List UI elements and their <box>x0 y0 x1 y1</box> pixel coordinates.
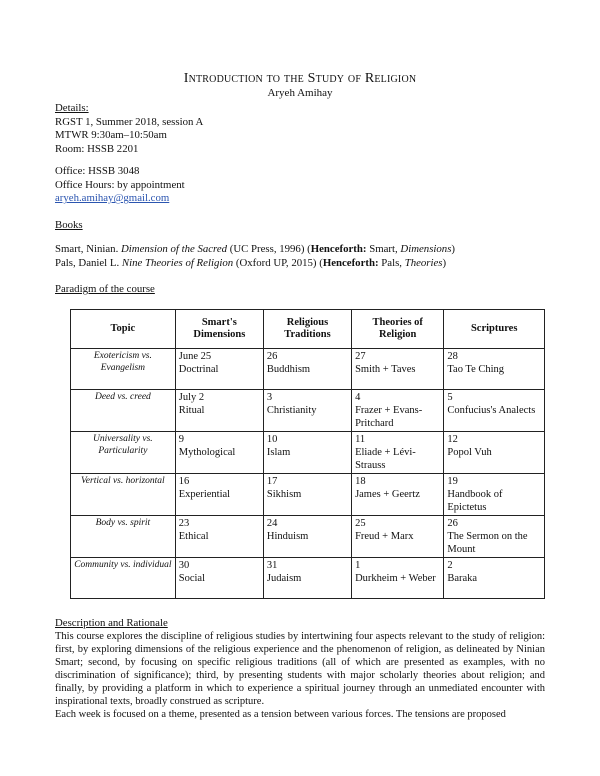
table-header-row <box>71 310 545 349</box>
session-date: 3 <box>266 392 273 403</box>
tradition-cell <box>263 474 351 516</box>
dimension-name: Mythological <box>178 447 236 458</box>
session-date: 5 <box>447 392 453 403</box>
tradition-name: Islam <box>266 447 291 458</box>
row-theme: Exotericism vs. Evangelism <box>71 349 176 390</box>
tradition-cell <box>263 516 351 558</box>
session-date: 11 <box>355 434 366 445</box>
theory-name: James + Geertz <box>355 489 420 500</box>
session-date: 1 <box>355 560 361 571</box>
dimension-cell <box>175 474 263 516</box>
paradigm-table <box>70 309 545 599</box>
henceforth-name: Smart, <box>369 243 398 255</box>
dimension-cell <box>175 432 263 474</box>
dimension-name: Social <box>178 573 205 584</box>
henceforth-short: Theories <box>404 256 443 269</box>
details-heading: Details: <box>55 102 89 114</box>
theory-name: Eliade + Lévi-Strauss <box>355 447 416 471</box>
session-date: 10 <box>266 434 278 445</box>
theory-name: Durkheim + Weber <box>355 573 436 584</box>
row-theme: Universality vs. Particularity <box>71 432 176 474</box>
scripture-cell <box>444 558 545 599</box>
scripture-name: Tao Te Ching <box>447 364 505 375</box>
course-code: RGST 1, Summer 2018, session A <box>55 115 204 128</box>
description-paragraph: Each week is focused on a theme, presented as a tension between various forces. The tensions are proposed <box>55 709 506 720</box>
table-row <box>71 516 545 558</box>
email-link[interactable]: aryeh.amihay@gmail.com <box>55 192 170 205</box>
book-item: Smart, Ninian. Dimension of the Sacred (UC Press, 1996) (Henceforth: Smart, Dimensions) <box>55 243 456 255</box>
office-location: Office: HSSB 3048 <box>55 165 140 177</box>
scripture-name: Confucius's Analects <box>447 405 536 416</box>
session-date: 4 <box>355 392 361 403</box>
tradition-name: Christianity <box>266 405 317 416</box>
tradition-cell <box>263 349 351 390</box>
book-list <box>55 243 455 270</box>
henceforth-short: Dimensions <box>400 243 452 255</box>
book-title: Dimension of the Sacred <box>120 243 228 255</box>
session-date: 27 <box>355 351 366 362</box>
details-section <box>55 102 203 156</box>
dimension-name: Ritual <box>178 405 205 416</box>
theory-cell <box>352 516 444 558</box>
book-item: Pals, Daniel L. Nine Theories of Religion (Oxford UP, 2015) (Henceforth: Pals, Theories) <box>55 256 447 269</box>
table-row <box>71 390 545 432</box>
theory-name: Smith + Taves <box>355 364 416 375</box>
scripture-cell <box>444 432 545 474</box>
row-theme: Vertical vs. horizontal <box>71 474 176 516</box>
session-date: 31 <box>266 560 278 571</box>
author-name: Aryeh Amihay <box>267 87 333 99</box>
theory-cell <box>352 349 444 390</box>
henceforth-name: Pals, <box>381 256 402 269</box>
dimension-cell <box>175 390 263 432</box>
tradition-name: Buddhism <box>266 364 311 375</box>
theory-cell <box>352 432 444 474</box>
tradition-name: Sikhism <box>266 489 302 500</box>
header-dimensions: Smart's Dimensions <box>175 310 263 349</box>
theory-cell <box>352 558 444 599</box>
session-date: 25 <box>355 518 366 529</box>
tradition-cell <box>263 558 351 599</box>
session-date: 9 <box>178 434 184 445</box>
scripture-cell <box>444 516 545 558</box>
theory-name: Freud + Marx <box>355 531 414 542</box>
header-theories: Theories of Religion <box>352 310 444 349</box>
header-traditions: Religious Traditions <box>263 310 351 349</box>
tradition-name: Judaism <box>266 573 302 584</box>
session-date: July 2 <box>178 392 205 403</box>
scripture-cell <box>444 349 545 390</box>
table-row <box>71 432 545 474</box>
theory-cell <box>352 390 444 432</box>
book-publisher: (Oxford UP, 2015) <box>235 256 317 269</box>
office-section <box>55 165 185 206</box>
class-room: Room: HSSB 2201 <box>55 142 139 155</box>
henceforth-label: Henceforth: <box>322 256 379 269</box>
class-schedule: MTWR 9:30am–10:50am <box>55 129 167 142</box>
dimension-cell <box>175 516 263 558</box>
table-row <box>71 349 545 390</box>
session-date: 26 <box>266 351 278 362</box>
henceforth-label: Henceforth: <box>310 243 367 255</box>
description-paragraph: This course explores the discipline of religious studies by intertwining four aspects relevant to the study of religion: first, by exploring dimensions of the religious experience and the phenomenon of religion, as delineated by Ninian Smart; second, by focusing on specific religious traditions (all of which are presented as examples, with no discrimination of significance); third, by presenting students with major scholarly theories about religion; and finally, by providing a platform in which to experience a spiritual journey through an unmediated encounter with inspirational texts, broadly construed as scripture. <box>55 631 545 707</box>
scripture-name: Baraka <box>447 573 478 584</box>
tradition-cell <box>263 432 351 474</box>
paradigm-heading: Paradigm of the course <box>55 283 155 295</box>
book-publisher: (UC Press, 1996) <box>229 243 305 255</box>
theory-name: Frazer + Evans-Pritchard <box>355 405 423 429</box>
session-date: 12 <box>447 434 458 445</box>
book-title: Nine Theories of Religion <box>121 256 234 269</box>
book-author: Pals, Daniel L. <box>55 256 120 269</box>
book-author: Smart, Ninian. <box>55 243 119 255</box>
tradition-name: Hinduism <box>266 531 309 542</box>
scripture-name: The Sermon on the Mount <box>447 531 528 555</box>
session-date: 28 <box>447 351 458 362</box>
scripture-cell <box>444 474 545 516</box>
tradition-cell <box>263 390 351 432</box>
document-title: Introduction to the Study of Religion <box>183 71 417 86</box>
dimension-name: Experiential <box>178 489 231 500</box>
scripture-name: Handbook of Epictetus <box>447 489 503 513</box>
table-row <box>71 558 545 599</box>
description-heading: Description and Rationale <box>55 617 168 629</box>
dimension-cell <box>175 349 263 390</box>
row-theme: Body vs. spirit <box>71 516 176 558</box>
session-date: June 25 <box>178 351 212 362</box>
dimension-cell <box>175 558 263 599</box>
dimension-name: Ethical <box>178 531 209 542</box>
session-date: 23 <box>178 518 190 529</box>
row-theme: Deed vs. creed <box>71 390 176 432</box>
dimension-name: Doctrinal <box>178 364 219 375</box>
session-date: 30 <box>178 560 190 571</box>
theory-cell <box>352 474 444 516</box>
session-date: 26 <box>447 518 458 529</box>
session-date: 16 <box>178 476 190 487</box>
scripture-name: Popol Vuh <box>447 447 492 458</box>
header-topic: Topic <box>71 310 176 349</box>
session-date: 2 <box>447 560 453 571</box>
books-heading: Books <box>55 219 83 231</box>
header-scriptures: Scriptures <box>444 310 545 349</box>
office-hours: Office Hours: by appointment <box>55 178 185 191</box>
scripture-cell <box>444 390 545 432</box>
session-date: 17 <box>266 476 278 487</box>
session-date: 24 <box>266 518 278 529</box>
session-date: 19 <box>447 476 458 487</box>
row-theme: Community vs. individual <box>71 558 176 599</box>
session-date: 18 <box>355 476 366 487</box>
table-row <box>71 474 545 516</box>
description-body <box>55 630 545 721</box>
